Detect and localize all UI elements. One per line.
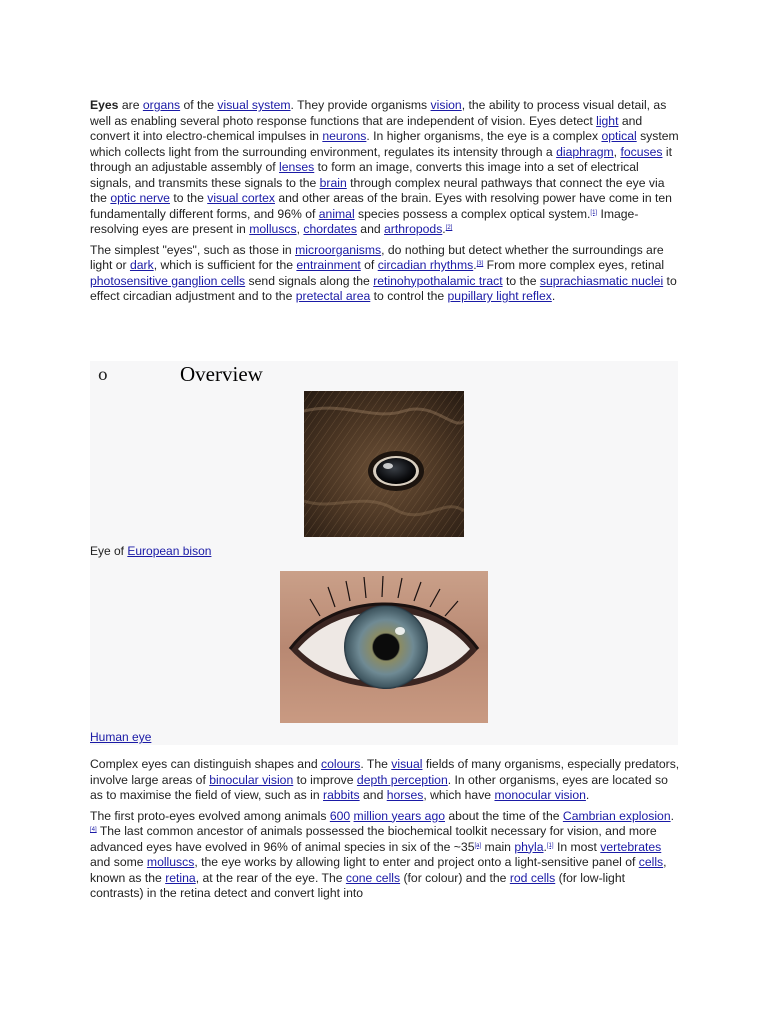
bison-eye-picture [304, 391, 464, 537]
link-european-bison[interactable]: European bison [127, 544, 212, 558]
ref-2[interactable]: [2] [445, 225, 453, 231]
link-focuses[interactable]: focuses [620, 144, 663, 159]
link-phyla[interactable]: phyla [514, 839, 544, 854]
link-organs[interactable]: organs [142, 98, 181, 112]
link-optic-nerve[interactable]: optic nerve [110, 191, 170, 205]
link-human-eye[interactable]: Human eye [90, 730, 152, 744]
link-microorganisms[interactable]: microorganisms [295, 242, 382, 257]
link-million-years-ago[interactable]: million years ago [353, 808, 445, 823]
link-arthropods[interactable]: arthropods [384, 222, 443, 236]
link-chordates[interactable]: chordates [303, 222, 357, 236]
link-depth-perception[interactable]: depth perception [356, 772, 448, 787]
ref-3[interactable]: [3] [476, 261, 484, 267]
complex-paragraph: Complex eyes can distinguish shapes and colours. The visual fields of many organisms, especially predators, involve large areas of binocular vision to improve depth perception. In other organisms, eyes are located so as to maximise the field of view, such as in rabbits and horses, which have monocular vision. [90, 757, 680, 802]
link-rabbits[interactable]: rabbits [323, 788, 360, 802]
link-vertebrates[interactable]: vertebrates [600, 839, 662, 854]
link-colours[interactable]: colours [321, 757, 361, 771]
link-molluscs-2[interactable]: molluscs [146, 855, 195, 869]
bullet-marker: o [98, 365, 108, 384]
overview-section [90, 361, 678, 745]
link-diaphragm[interactable]: diaphragm [556, 144, 614, 159]
overview-heading: Overview [180, 362, 263, 386]
link-lenses[interactable]: lenses [279, 160, 315, 174]
bison-caption: Eye of European bison [90, 544, 212, 558]
proto-eyes-paragraph: The first proto-eyes evolved among animals 600 million years ago about the time of the Cambrian explosion.[4] The last common ancestor of animals possessed the biochemical toolkit necessary for vision, and more advanced eyes have evolved in 96% of animal species in six of the ~35[a] main phyla.[1] In most vertebrates and some molluscs, the eye works by allowing light to enter and project onto a light-sensitive panel of cells, known as the retina, at the rear of the eye. The cone cells (for colour) and the rod cells (for low-light contrasts) in the retina detect and convert light into [90, 808, 674, 900]
article-body [90, 98, 680, 310]
link-brain[interactable]: brain [319, 175, 347, 190]
ref-a[interactable]: [a] [474, 842, 482, 849]
article-body-continued [90, 757, 680, 907]
link-entrainment[interactable]: entrainment [296, 258, 361, 272]
human-eye-caption [90, 730, 151, 744]
link-retina[interactable]: retina [165, 870, 196, 885]
ref-1[interactable]: [1] [590, 209, 598, 216]
link-dark[interactable]: dark [129, 258, 154, 272]
link-cells[interactable]: cells [638, 855, 664, 869]
link-vision[interactable]: vision [430, 98, 462, 112]
link-600[interactable]: 600 [329, 808, 351, 823]
bison-eye-image[interactable] [304, 391, 464, 537]
human-eye-image[interactable] [280, 571, 488, 723]
link-cambrian-explosion[interactable]: Cambrian explosion [562, 808, 671, 823]
ref-4[interactable]: [4] [90, 827, 97, 833]
link-neurons[interactable]: neurons [322, 129, 367, 143]
link-visual-system[interactable]: visual system [217, 98, 291, 112]
link-pretectal-area[interactable]: pretectal area [295, 289, 371, 303]
link-optical[interactable]: optical [601, 129, 637, 143]
link-light[interactable]: light [596, 113, 619, 128]
link-ganglion-cells[interactable]: photosensitive ganglion cells [90, 273, 246, 288]
link-cone-cells[interactable]: cone cells [345, 870, 401, 885]
link-molluscs[interactable]: molluscs [249, 222, 297, 236]
link-retinohypothalamic[interactable]: retinohypothalamic tract [373, 273, 503, 288]
link-suprachiasmatic[interactable]: suprachiasmatic nuclei [539, 273, 664, 288]
simplest-paragraph: The simplest "eyes", such as those in microorganisms, do nothing but detect whether the surroundings are light or dark, which is sufficient for the entrainment of circadian rhythms.[3] From more complex eyes, retinal photosensitive ganglion cells send signals along the retinohypothalamic tract to the suprachiasmatic nuclei to effect circadian adjustment and to the pretectal area to control the pupillary light reflex. [90, 242, 677, 303]
link-binocular-vision[interactable]: binocular vision [209, 772, 294, 787]
link-pupillary-reflex[interactable]: pupillary light reflex [447, 289, 552, 303]
link-visual[interactable]: visual [391, 757, 423, 771]
ref-1b[interactable]: [1] [546, 842, 554, 849]
intro-paragraph: Eyes are organs of the visual system. They provide organisms vision, the ability to process visual detail, as well as enabling several photo response functions that are independent of vision. Eyes detect light and convert it into electro-chemical impulses in neurons. In higher organisms, the eye is a complex optical system which collects light from the surrounding environment, regulates its intensity through a diaphragm, focuses it through an adjustable assembly of lenses to form an image, converts this image into a set of electrical signals, and transmits these signals to the brain through complex neural pathways that connect the eye via the optic nerve to the visual cortex and other areas of the brain. Eyes with resolving power have come in ten fundamentally different forms, and 96% of animal species possess a complex optical system.[1] Image-resolving eyes are present in molluscs, chordates and arthropods.[2] [90, 98, 679, 236]
link-animal[interactable]: animal [318, 206, 355, 221]
term-eyes: Eyes [90, 98, 119, 112]
link-monocular-vision[interactable]: monocular vision [494, 788, 586, 802]
link-rod-cells[interactable]: rod cells [509, 870, 556, 885]
link-horses[interactable]: horses [386, 788, 424, 802]
human-eye-picture [280, 571, 488, 723]
link-circadian-rhythms[interactable]: circadian rhythms [377, 258, 474, 272]
link-visual-cortex[interactable]: visual cortex [207, 191, 275, 205]
